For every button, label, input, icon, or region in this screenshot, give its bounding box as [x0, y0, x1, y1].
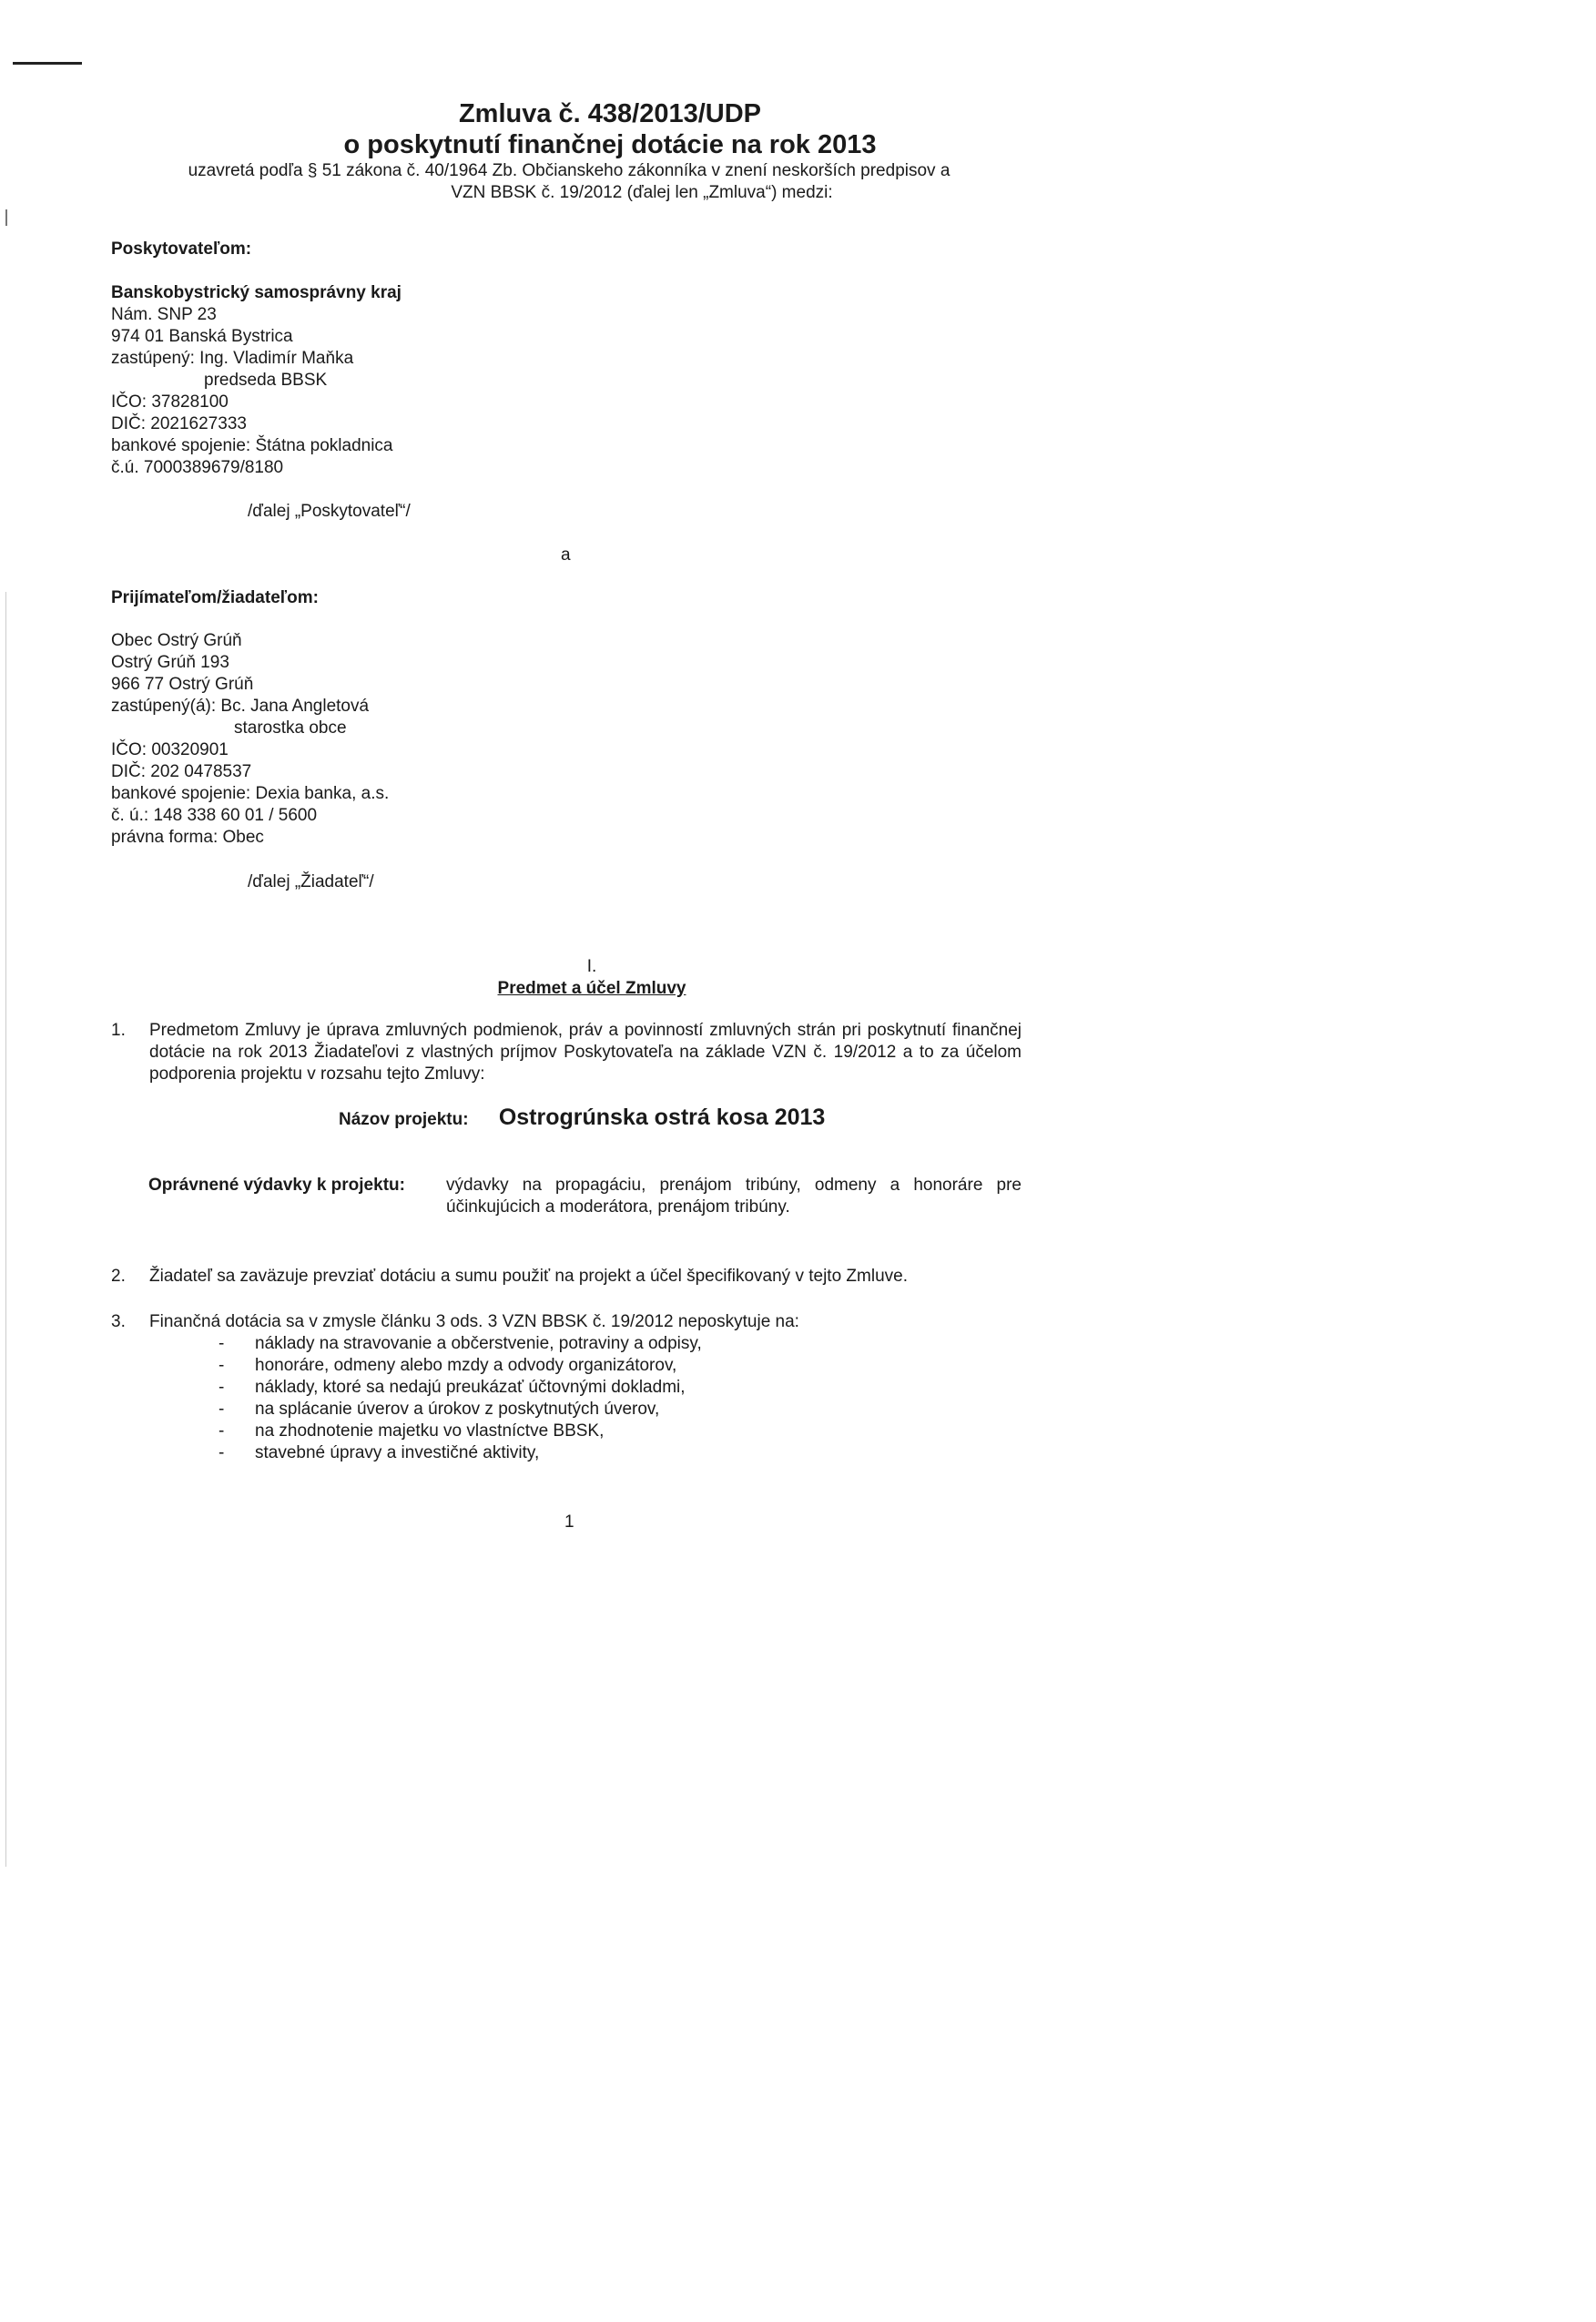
provider-street: Nám. SNP 23 — [111, 305, 217, 324]
eligible-expenses-label: Oprávnené výdavky k projektu: — [148, 1176, 405, 1195]
recipient-role: starostka obce — [234, 718, 347, 738]
paragraph-3 — [111, 1311, 1022, 1464]
project-row — [339, 1106, 825, 1131]
recipient-name: Obec Ostrý Grúň — [111, 631, 242, 650]
list-item: - náklady, ktoré sa nedajú preukázať účtovnými dokladmi, — [219, 1377, 1022, 1399]
recipient-heading: Prijímateľom/žiadateľom: — [111, 588, 319, 607]
list-item: - honoráre, odmeny alebo mzdy a odvody organizátorov, — [219, 1355, 1022, 1377]
paragraph-1 — [111, 1020, 1022, 1085]
provider-bank: bankové spojenie: Štátna pokladnica — [111, 436, 393, 455]
provider-account: č.ú. 7000389679/8180 — [111, 458, 284, 477]
list-item: - stavebné úpravy a investičné aktivity, — [219, 1442, 1022, 1464]
provider-represented: zastúpený: Ing. Vladimír Maňka — [111, 349, 354, 368]
provider-heading: Poskytovateľom: — [111, 239, 252, 259]
recipient-legal-form: právna forma: Obec — [111, 828, 264, 847]
exclusions-list — [219, 1333, 1022, 1464]
page-number: 1 — [564, 1512, 574, 1532]
provider-city: 974 01 Banská Bystrica — [111, 327, 293, 346]
provider-block — [111, 282, 402, 479]
paragraph-number: 3. — [111, 1312, 126, 1331]
paragraph-text: Žiadateľ sa zaväzuje prevziať dotáciu a sumu použiť na projekt a účel špecifikovaný v tejto Zmluve. — [149, 1267, 908, 1286]
legal-basis-line-1: uzavretá podľa § 51 zákona č. 40/1964 Zb. Občianskeho zákonníka v znení neskorších predpisov a — [188, 161, 950, 180]
article-title: Predmet a účel Zmluvy — [497, 979, 686, 998]
scan-edge-shadow — [5, 592, 6, 1867]
paragraph-text: Predmetom Zmluvy je úprava zmluvných podmienok, práv a povinností zmluvných strán pri poskytnutí finančnej dotácie na rok 2013 Žiadateľovi z vlastných príjmov Poskytovateľa na základe VZN č. 19/2012 a to za účelom podporenia projektu v rozsahu tejto Zmluvy: — [149, 1021, 1022, 1084]
recipient-alias: /ďalej „Žiadateľ“/ — [248, 872, 374, 891]
recipient-street: Ostrý Grúň 193 — [111, 653, 229, 672]
paragraph-number: 1. — [111, 1021, 126, 1040]
article-number: I. — [586, 957, 597, 976]
provider-alias: /ďalej „Poskytovateľ“/ — [248, 502, 411, 521]
paragraph-text: Finančná dotácia sa v zmysle článku 3 ods. 3 VZN BBSK č. 19/2012 neposkytuje na: — [149, 1312, 799, 1331]
provider-name: Banskobystrický samosprávny kraj — [111, 283, 402, 302]
conjunction: a — [561, 545, 571, 565]
project-name: Ostrogrúnska ostrá kosa 2013 — [498, 1105, 826, 1130]
scan-artifact-line — [13, 62, 82, 65]
recipient-represented: zastúpený(á): Bc. Jana Angletová — [111, 697, 370, 716]
recipient-bank: bankové spojenie: Dexia banka, a.s. — [111, 784, 390, 803]
provider-role: predseda BBSK — [204, 371, 328, 390]
recipient-ico: IČO: 00320901 — [111, 740, 229, 759]
list-item: - na zhodnotenie majetku vo vlastníctve BBSK, — [219, 1421, 1022, 1442]
paragraph-2 — [111, 1266, 1022, 1288]
project-label: Názov projektu: — [339, 1110, 469, 1129]
recipient-city: 966 77 Ostrý Grúň — [111, 675, 254, 694]
recipient-block — [111, 630, 389, 849]
provider-ico: IČO: 37828100 — [111, 392, 229, 412]
recipient-dic: DIČ: 202 0478537 — [111, 762, 252, 781]
list-item: - náklady na stravovanie a občerstvenie, potraviny a odpisy, — [219, 1333, 1022, 1355]
recipient-account: č. ú.: 148 338 60 01 / 5600 — [111, 806, 318, 825]
contract-title: Zmluva č. 438/2013/UDP — [458, 99, 762, 128]
paragraph-number: 2. — [111, 1267, 126, 1286]
article-heading — [137, 956, 1047, 1000]
scan-edge-mark — [5, 209, 7, 226]
eligible-expenses-text: výdavky na propagáciu, prenájom tribúny, odmeny a honoráre pre účinkujúcich a moderátora, prenájom tribúny. — [446, 1176, 1022, 1217]
list-item: - na splácanie úverov a úrokov z poskytnutých úverov, — [219, 1399, 1022, 1421]
provider-dic: DIČ: 2021627333 — [111, 414, 247, 433]
contract-subtitle: o poskytnutí finančnej dotácie na rok 2013 — [343, 130, 877, 159]
legal-basis-line-2: VZN BBSK č. 19/2012 (ďalej len „Zmluva“) medzi: — [451, 183, 833, 202]
document-header — [137, 98, 1001, 204]
